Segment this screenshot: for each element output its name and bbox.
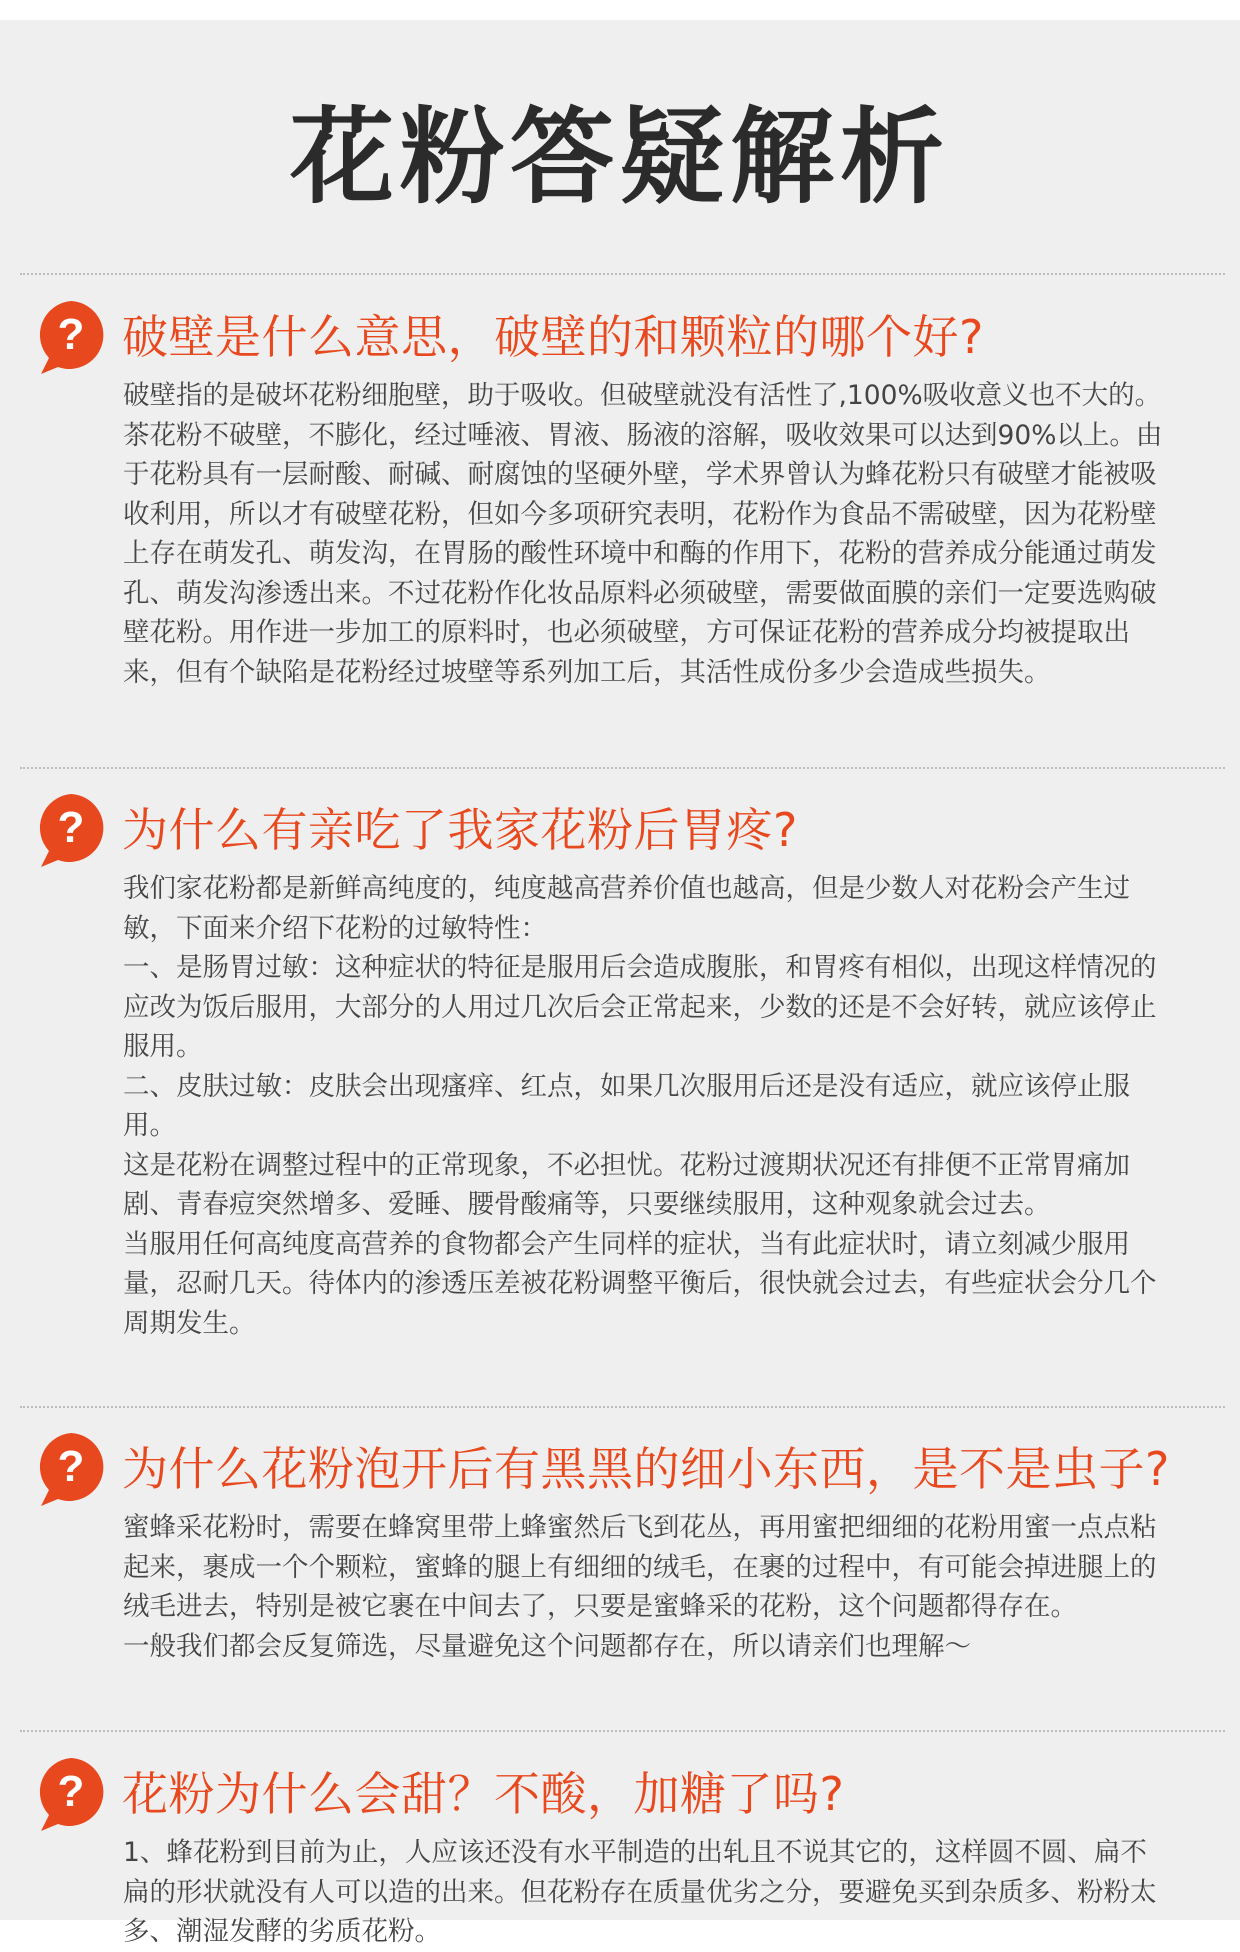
page	[0, 20, 1240, 1947]
answer-paragraph: 一、是肠胃过敏：这种症状的特征是服用后会造成腹胀，和胃疼有相似，出现这样情况的应改为饭后服用，大部分的人用过几次后会正常起来，少数的还是不会好转，就应该停止服用。	[123, 952, 1157, 1062]
question-bubble-icon	[32, 791, 110, 869]
question-title: 为什么有亲吃了我家花粉后胃疼?	[122, 803, 798, 857]
svg-text:?: ?	[57, 803, 85, 852]
answer-paragraph: 破壁指的是破坏花粉细胞壁，助于吸收。但破壁就没有活性了,100%吸收意义也不大的。茶花粉不破壁，不膨化，经过唾液、胃液、肠液的溶解，吸收效果可以达到90%以上。由于花粉具有一层耐酸、耐碱、耐腐蚀的坚硬外壁，学术界曾认为蜂花粉只有破壁才能被吸收利用，所以才有破壁花粉，但如今多项研究表明，花粉作为食品不需破壁，因为花粉壁上存在萌发孔、萌发沟，在胃肠的酸性环境中和酶的作用下，花粉的营养成分能通过萌发孔、萌发沟渗透出来。不过花粉作化妆品原料必须破壁，需要做面膜的亲们一定要选购破壁花粉。用作进一步加工的原料时，也必须破壁，方可保证花粉的营养成分均被提取出来，但有个缺陷是花粉经过坡壁等系列加工后，其活性成份多少会造成些损失。	[123, 380, 1163, 688]
answer-paragraph: 我们家花粉都是新鲜高纯度的，纯度越高营养价值也越高，但是少数人对花粉会产生过敏，下面来介绍下花粉的过敏特性：	[123, 873, 1130, 944]
svg-text:?: ?	[57, 310, 85, 359]
answer-paragraph: 当服用任何高纯度高营养的食物都会产生同样的症状，当有此症状时，请立刻减少服用量，忍耐几天。待体内的渗透压差被花粉调整平衡后，很快就会过去，有些症状会分几个周期发生。	[123, 1228, 1157, 1339]
answer-body	[123, 1508, 1168, 1666]
question-title: 为什么花粉泡开后有黑黑的细小东西，是不是虫子?	[122, 1442, 1170, 1496]
answer-body	[123, 1833, 1168, 1952]
divider	[20, 767, 1225, 769]
answer-paragraph: 一般我们都会反复筛选，尽量避免这个问题都存在，所以请亲们也理解～	[123, 1630, 971, 1662]
question-bubble-icon	[32, 1430, 110, 1508]
question-title: 破壁是什么意思，破壁的和颗粒的哪个好?	[122, 310, 984, 364]
answer-paragraph: 蜜蜂采花粉时，需要在蜂窝里带上蜂蜜然后飞到花丛，再用蜜把细细的花粉用蜜一点点粘起来，裹成一个个颗粒，蜜蜂的腿上有细细的绒毛，在裹的过程中，有可能会掉进腿上的绒毛进去，特别是被它裹在中间去了，只要是蜜蜂采的花粉，这个问题都得存在。	[123, 1512, 1157, 1622]
question-bubble-icon	[32, 1755, 110, 1833]
question-title: 花粉为什么会甜？不酸，加糖了吗?	[122, 1767, 845, 1821]
answer-body	[123, 869, 1168, 1343]
divider	[20, 1730, 1225, 1732]
answer-body	[123, 376, 1168, 692]
answer-paragraph: 这是花粉在调整过程中的正常现象，不必担忧。花粉过渡期状况还有排便不正常胃痛加剧、青春痘突然增多、爱睡、腰骨酸痛等，只要继续服用，这种观象就会过去。	[123, 1149, 1130, 1220]
answer-paragraph: 1、蜂花粉到目前为止，人应该还没有水平制造的出轧且不说其它的，这样圆不圆、扁不扁的形状就没有人可以造的出来。但花粉存在质量优劣之分，要避免买到杂质多、粉粉太多、潮湿发酵的劣质花粉。	[123, 1837, 1157, 1947]
question-bubble-icon	[32, 298, 110, 376]
page-title: 花粉答疑解析	[289, 95, 950, 218]
divider	[20, 273, 1225, 275]
svg-text:?: ?	[57, 1442, 85, 1491]
divider	[20, 1406, 1225, 1408]
svg-text:?: ?	[57, 1767, 85, 1816]
answer-paragraph: 二、皮肤过敏：皮肤会出现瘙痒、红点，如果几次服用后还是没有适应，就应该停止服用。	[123, 1070, 1130, 1141]
